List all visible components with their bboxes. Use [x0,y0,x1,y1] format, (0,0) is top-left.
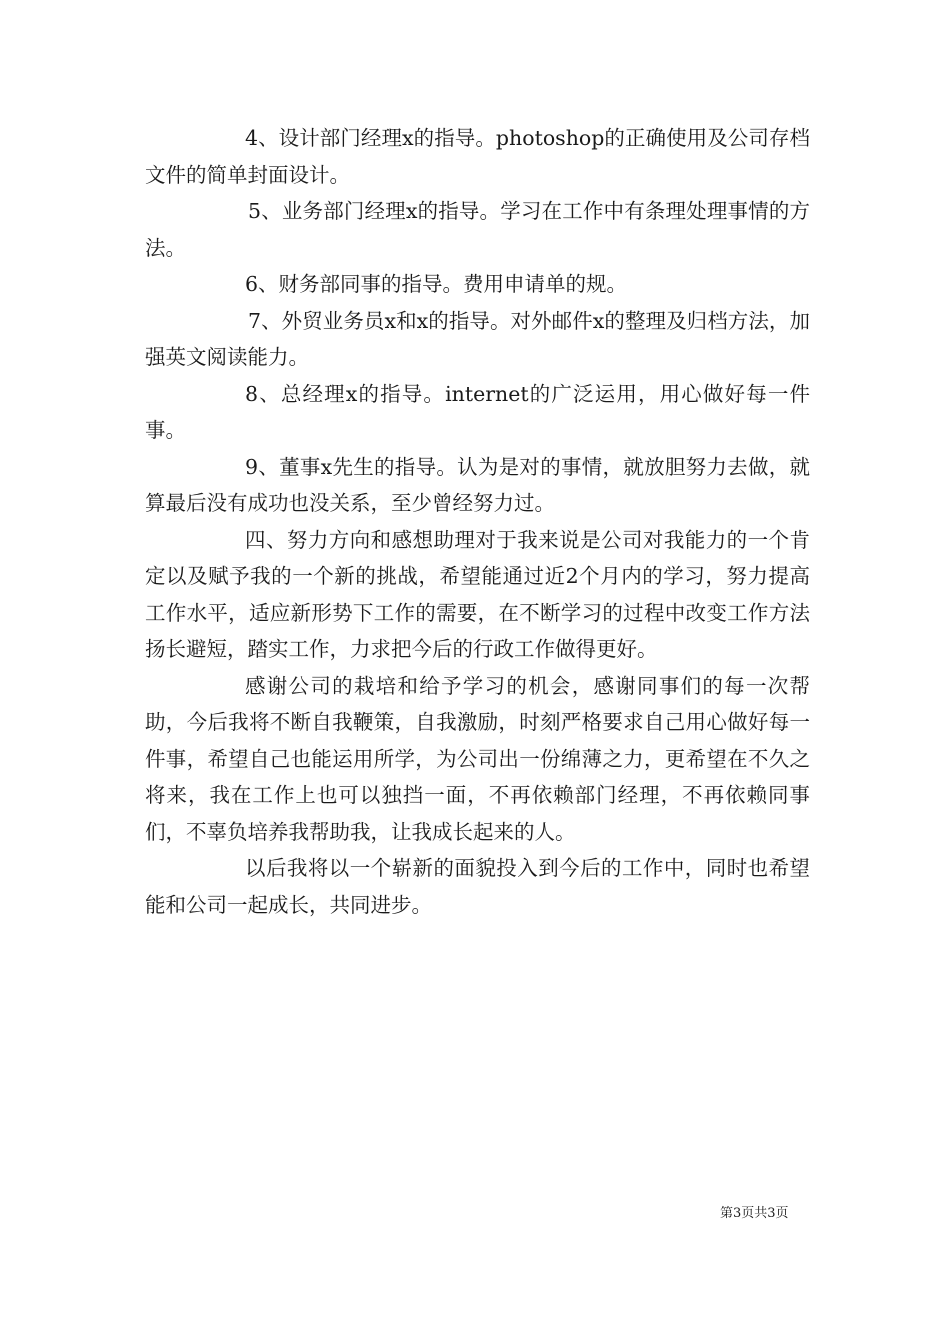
paragraph-guidance-foreign-trade: 7、外贸业务员x和x的指导。对外邮件x的整理及归档方法，加强英文阅读能力。 [145,308,810,369]
paragraph-guidance-business-manager: 5、业务部门经理x的指导。学习在工作中有条理处理事情的方法。 [145,199,810,260]
paragraph-guidance-general-manager: 8、总经理x的指导。internet的广泛运用，用心做好每一件事。 [145,381,810,442]
document-body [145,120,810,923]
paragraph-closing: 以后我将以一个崭新的面貌投入到今后的工作中，同时也希望能和公司一起成长，共同进步。 [145,856,810,917]
paragraph-guidance-finance: 6、财务部同事的指导。费用申请单的规。 [245,272,628,296]
paragraph-thanks: 感谢公司的栽培和给予学习的机会，感谢同事们的每一次帮助，今后我将不断自我鞭策，自我激励，时刻严格要求自己用心做好每一件事，希望自己也能运用所学，为公司出一份绵薄之力，更希望在不久之将来，我在工作上也可以独挡一面，不再依赖部门经理，不再依赖同事们，不辜负培养我帮助我，让我成长起来的人。 [145,673,810,844]
page-number-footer: 第3页共3页 [720,1206,789,1221]
paragraph-guidance-design-manager: 4、设计部门经理x的指导。photoshop的正确使用及公司存档文件的简单封面设计。 [145,126,810,187]
paragraph-section-four: 四、努力方向和感想助理对于我来说是公司对我能力的一个肯定以及赋予我的一个新的挑战，希望能通过近2个月内的学习，努力提高工作水平，适应新形势下工作的需要，在不断学习的过程中改变工作方法扬长避短，踏实工作，力求把今后的行政工作做得更好。 [145,527,810,661]
paragraph-guidance-director: 9、董事x先生的指导。认为是对的事情，就放胆努力去做，就算最后没有成功也没关系，至少曾经努力过。 [145,454,810,515]
